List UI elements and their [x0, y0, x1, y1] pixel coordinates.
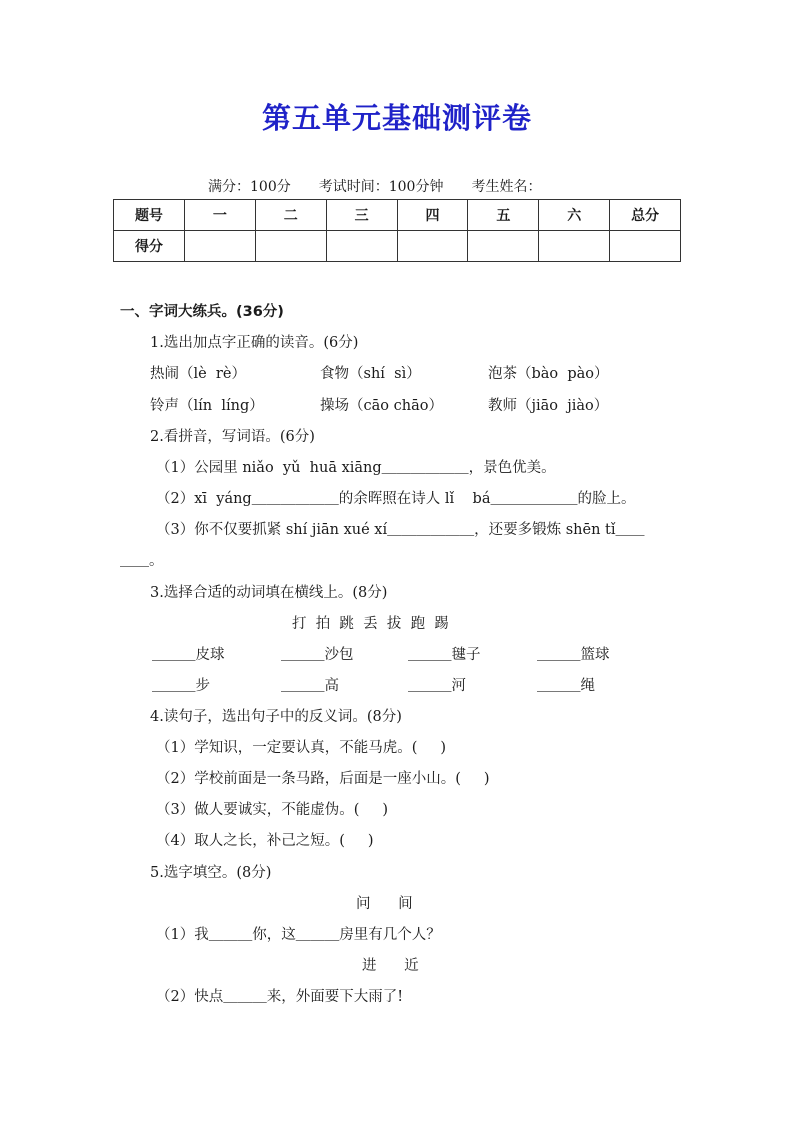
header-cell: 三: [326, 200, 397, 231]
fill-blank: ＿＿＿皮球: [152, 647, 225, 663]
question-line: （3）你不仅要抓紧 shí jiān xué xí＿＿＿＿＿＿，还要多锻炼 shēn tǐ＿＿: [156, 522, 645, 538]
question-line: （2）快点＿＿＿来，外面要下大雨了!: [156, 989, 404, 1005]
score-cell[interactable]: [539, 231, 610, 262]
question-line: （1）公园里 niǎo yǔ huā xiāng＿＿＿＿＿＿，景色优美。: [156, 460, 556, 476]
question-line: （2）xī yáng＿＿＿＿＿＿的余晖照在诗人 lǐ bá＿＿＿＿＿＿的脸上。: [156, 491, 636, 507]
character-pair: 进 近: [362, 958, 419, 974]
student-name-label: 考生姓名：: [471, 179, 542, 195]
exam-info: [208, 176, 569, 196]
score-cell[interactable]: [184, 231, 255, 262]
fill-blank: ＿＿＿毽子: [408, 647, 481, 663]
score-cell[interactable]: [397, 231, 468, 262]
pinyin-option: 泡茶（bào pào）: [488, 366, 609, 382]
score-row-label: 得分: [114, 231, 185, 262]
question-title: 2.看拼音，写词语。(6分): [150, 429, 315, 445]
score-cell[interactable]: [468, 231, 539, 262]
full-score: 满分：100分: [208, 179, 291, 195]
header-cell: 一: [184, 200, 255, 231]
question-line: （1）学知识，一定要认真，不能马虎。( ): [156, 740, 447, 756]
pinyin-option: 食物（shí sì）: [320, 366, 421, 382]
question-title: 1.选出加点字正确的读音。(6分): [150, 335, 359, 351]
question-line: （3）做人要诚实，不能虚伪。( ): [156, 802, 389, 818]
fill-blank: ＿＿＿篮球: [537, 647, 610, 663]
question-line: （1）我＿＿＿你，这＿＿＿房里有几个人？: [156, 927, 441, 943]
fill-blank: ＿＿＿河: [408, 678, 466, 694]
score-table: [113, 199, 681, 262]
header-cell: 二: [255, 200, 326, 231]
question-title: 3.选择合适的动词填在横线上。(8分): [150, 585, 388, 601]
header-cell: 六: [539, 200, 610, 231]
page-title: 第五单元基础测评卷: [261, 101, 532, 135]
header-cell: 五: [468, 200, 539, 231]
pinyin-option: 操场（cāo chāo）: [320, 398, 443, 414]
header-cell: 总分: [610, 200, 681, 231]
question-line: （4）取人之长，补己之短。( ): [156, 833, 374, 849]
question-line: ＿＿。: [120, 553, 164, 569]
score-table-header-row: [114, 200, 681, 231]
question-line: （2）学校前面是一条马路，后面是一座小山。( ): [156, 771, 490, 787]
header-cell: 四: [397, 200, 468, 231]
score-cell[interactable]: [326, 231, 397, 262]
exam-time: 考试时间：100分钟: [318, 179, 444, 195]
character-pair: 问 间: [356, 896, 413, 912]
fill-blank: ＿＿＿绳: [537, 678, 595, 694]
score-cell[interactable]: [610, 231, 681, 262]
fill-blank: ＿＿＿沙包: [281, 647, 354, 663]
score-cell[interactable]: [255, 231, 326, 262]
section-heading: 一、字词大练兵。(36分): [120, 304, 284, 320]
fill-blank: ＿＿＿步: [152, 678, 210, 694]
verb-options: 打 拍 跳 丢 拔 跑 踢: [292, 616, 449, 632]
pinyin-option: 热闹（lè rè）: [150, 366, 246, 382]
pinyin-option: 铃声（lín líng）: [150, 398, 264, 414]
header-cell: 题号: [114, 200, 185, 231]
question-title: 4.读句子，选出句子中的反义词。(8分): [150, 709, 402, 725]
fill-blank: ＿＿＿高: [281, 678, 339, 694]
score-table-score-row: [114, 231, 681, 262]
question-title: 5.选字填空。(8分): [150, 865, 272, 881]
pinyin-option: 教师（jiāo jiào）: [488, 398, 609, 414]
